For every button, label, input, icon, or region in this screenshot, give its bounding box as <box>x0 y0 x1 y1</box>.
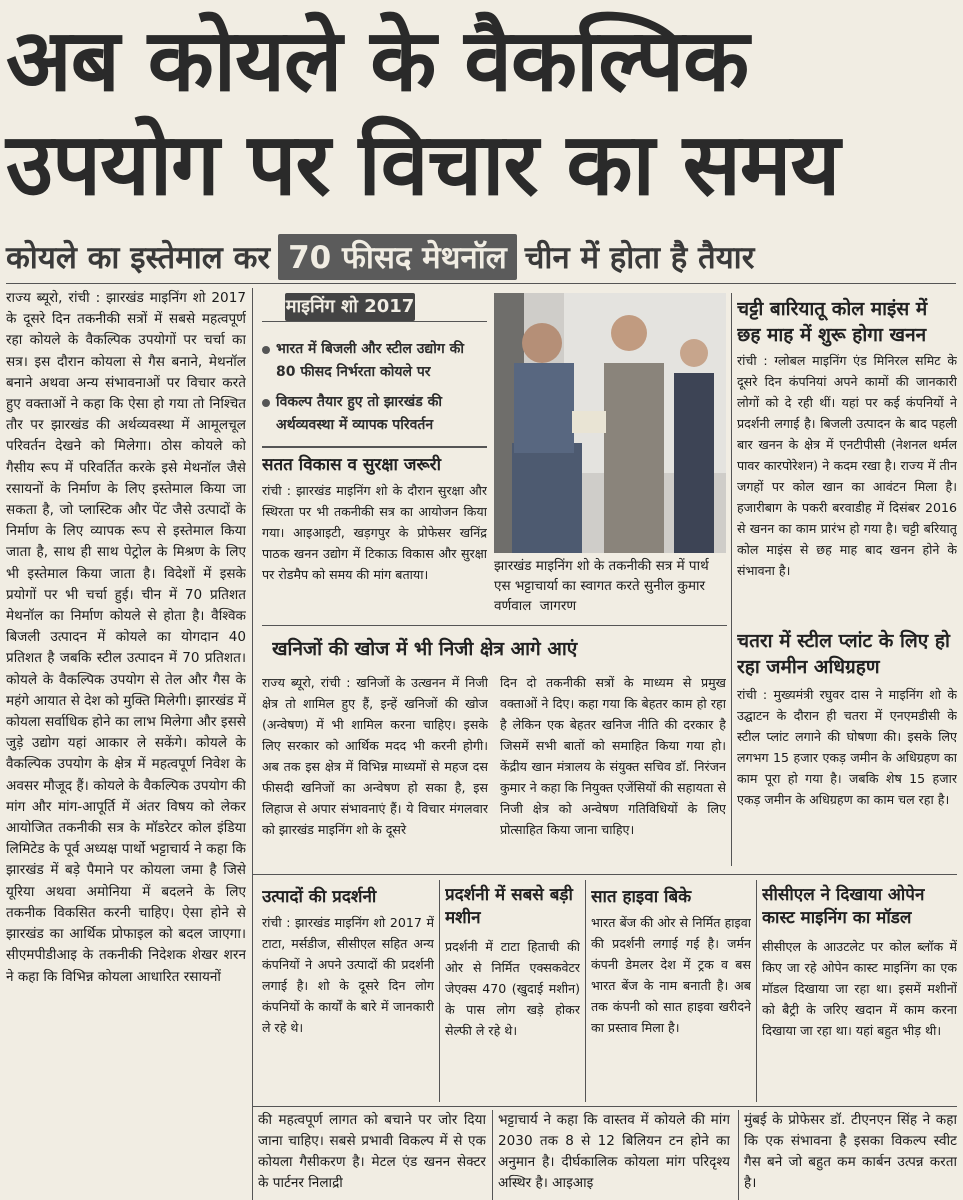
bottom-rule <box>252 1106 957 1107</box>
photo-caption <box>494 556 726 616</box>
tag-underline <box>262 321 487 322</box>
subhead-left: कोयले का इस्तेमाल कर <box>6 240 271 276</box>
chatti-heading: चट्टी बारियातू कोल माइंस में छह माह में शुरू होगा खनन <box>737 298 928 346</box>
bottom-column-1: की महत्वपूर्ण लागत को बचाने पर जोर दिया जाना चाहिए। सबसे प्रभावी विकल्प में से एक कोयला गैसीकरण है। मेटल एंड खनन सेक्टर के पार्टनर निलाद्री <box>258 1112 486 1191</box>
khanij-top-rule <box>262 625 727 626</box>
headline-line-2: उपयोग पर विचार का समय <box>6 115 840 215</box>
ccl-text: सीसीएल के आउटलेट पर कोल ब्लॉक में किए जा रहे ओपेन कास्ट माइनिंग का एक मॉडल दिखाया जा रहा था। इसमें मशीनों को बैट्री के जरिए खदान में काम करना दिखाया जा रहा था। यहां बहुत भीड़ थी। <box>762 939 957 1038</box>
satat-text: रांची : झारखंड माइनिंग शो के दौरान सुरक्षा और स्थिरता पर भी तकनीकी सत्र का आयोजन किया गया। आइआइटी, खड़गपुर के प्रोफेसर खनिंद्र पाठक खनन उद्योग में टिकाऊ विकास और सुरक्षा पर रोडमैप को समय की मांग बताया। <box>262 483 487 582</box>
right-column-divider <box>731 293 732 866</box>
key-points-box <box>262 338 487 444</box>
photo-illustration <box>494 293 726 553</box>
bottom-column-3: मुंबई के प्रोफेसर डॉ. टीएनएन सिंह ने कहा कि एक संभावना है इसका विकल्प स्वीट गैस बने जो बहुत कम कार्बन उत्पन्न करता है। <box>744 1112 957 1191</box>
box-divider-2 <box>585 880 586 1102</box>
bottom-divider-2 <box>738 1110 739 1200</box>
headline-line-1: अब कोयले के वैकल्पिक <box>6 11 749 111</box>
mining-show-tag: माइनिंग शो 2017 <box>285 293 415 321</box>
caption-credit: जागरण <box>539 598 577 614</box>
khanij-column-1: राज्य ब्यूरो, रांची : खनिजों के उत्खनन में निजी क्षेत्र तो शामिल हुए हैं, इन्हें खनिजों की खोज (अन्वेषण) में भी शामिल करना चाहिए। इसके लिए सरकार को आर्थिक मदद भी करनी होगी। अब तक इस क्षेत्र में विभिन्न माध्यमों से महज दस फीसदी खनिजों का अन्वेषण हो सका है, इस लिहाज से अपार संभावनाएं हैं। ये विचार मंगलवार को झारखंड माइनिंग शो के दूसरे <box>262 675 488 837</box>
boxes-top-rule <box>252 874 957 875</box>
haiwa-text: भारत बेंज की ओर से निर्मित हाइवा की प्रदर्शनी लगाई गई है। जर्मन कंपनी डेमलर देश में ट्रक व बस भारत बेंज के नाम बनाती है। अब तक कंपनी को सात हाइवा खरीदने का प्रस्ताव मिला है। <box>591 915 751 1035</box>
haiwa-heading: सात हाइवा बिके <box>591 887 692 907</box>
box-divider-3 <box>756 880 757 1102</box>
bottom-column-2: भट्टाचार्य ने कहा कि वास्तव में कोयले की मांग 2030 तक 8 से 12 बिलियन टन होने का अनुमान है। दीर्घकालिक कोयला मांग परिदृश्य अस्थिर है। आइआइ <box>498 1112 730 1191</box>
left-column-divider <box>252 288 253 906</box>
subhead-right: चीन में होता है तैयार <box>524 240 755 276</box>
bullet-icon <box>262 399 270 407</box>
key-point-text: विकल्प तैयार हुए तो झारखंड की अर्थव्यवस्था में व्यापक परिवर्तन <box>276 394 442 433</box>
key-points-bottom-rule <box>262 446 487 448</box>
utpad-text: रांची : झारखंड माइनिंग शो 2017 में टाटा, मर्सडीज, सीसीएल सहित अन्य कंपनियों ने अपने उत्पादों की प्रदर्शनी लगाई है। शो के दूसरे दिन लोग कंपनियों के कार्यों के बारे में जानकारी ले रहे थे। <box>262 915 434 1035</box>
badi-mashin-heading: प्रदर्शनी में सबसे बड़ी मशीन <box>445 885 573 928</box>
subhead-highlight: 70 फीसद मेथनॉल <box>278 234 517 280</box>
bottom-divider-1 <box>492 1110 493 1200</box>
ccl-heading: सीसीएल ने दिखाया ओपेन कास्ट माइनिंग का मॉडल <box>762 885 925 928</box>
caption-text: झारखंड माइनिंग शो के तकनीकी सत्र में पार्थ एस भट्टाचार्या का स्वागत करते सुनील कुमार वर्णवाल <box>494 558 709 614</box>
utpad-heading: उत्पादों की प्रदर्शनी <box>262 887 377 907</box>
key-point <box>262 391 487 437</box>
bullet-icon <box>262 346 270 354</box>
key-point <box>262 338 487 384</box>
badi-mashin-text: प्रदर्शनी में टाटा हिताची की ओर से निर्मित एक्सकवेटर जेएक्स 470 (खुदाई मशीन) के पास लोग खड़े होकर सेल्फी ले रहे थे। <box>445 939 580 1038</box>
key-point-text: भारत में बिजली और स्टील उद्योग की 80 फीसद निर्भरता कोयले पर <box>276 341 464 380</box>
chatti-text: रांची : ग्लोबल माइनिंग एंड मिनिरल समिट के दूसरे दिन कंपनियां अपने कामों की जानकारी लोगों को दे रही थीं। यहां पर कई कंपनियों ने प्रदर्शनी लगाई है। बिजली उत्पादन के बाद पहली बार खनन के क्षेत्र में एनटीपीसी (नेशनल थर्मल पावर कारपोरेशन) ने कदम रखा है। राज्य में तीन जगहों पर कोल खान का आवंटन मिला है। हजारीबाग के पकरी बरवाडीह में दिसंबर 2016 से खनन का काम प्रारंभ हो गया है। चट्टी बरियातू कोल माइंस से छह माह बाद खनन होने के संभावना है। <box>737 353 957 578</box>
khanij-heading: खनिजों की खोज में भी निजी क्षेत्र आगे आएं <box>272 638 578 660</box>
chatra-heading: चतरा में स्टील प्लांट के लिए हो रहा जमीन अधिग्रहण <box>737 630 950 678</box>
event-photo <box>494 293 726 553</box>
khanij-column-2: दिन दो तकनीकी सत्रों के माध्यम से प्रमुख वक्ताओं ने दिए। कहा गया कि बेहतर काम हो रहा है लेकिन एक बेहतर खनिज नीति की दरकार है जिसमें सभी बातों को समाहित किया गया हो। केंद्रीय खान मंत्रालय के संयुक्त सचिव डॉ. निरंजन कुमार ने कहा कि नियुक्त एजेंसियों की सहायता से निजी क्षेत्र को अन्वेषण गतिविधियों के लिए प्रोत्साहित किया जाना चाहिए। <box>500 675 726 837</box>
left-divider-lower <box>252 906 253 1200</box>
left-column-article: राज्य ब्यूरो, रांची : झारखंड माइनिंग शो 2017 के दूसरे दिन तकनीकी सत्रों में सबसे महत्वपूर्ण रहा कोयले के वैकल्पिक उपयोगों पर चर्चा का सत्र। इस दौरान कोयला से गैस बनाने, मेथनॉल बनाने अथवा अन्य संभावनाओं पर विचार करते हुए वक्ताओं ने कहा कि ऐसा हो गया तो निश्चित तौर पर झारखंड की अर्थव्यवस्था में आमूलचूल परिवर्तन देखने को मिलेगा। ठोस कोयले को गैसीय रूप में परिवर्तित करके इसे मेथनॉल जैसे रसायनों के निर्माण के लिए इस्तेमाल किया जा सकता है, जो प्लास्टिक और पेंट जैसे उत्पादों के निर्माण के लिए व्यापक रूप से इस्तेमाल किया जाता है, साथ ही साथ पेट्रोल के मिश्रण के लिए भी इस्तेमाल किया जाता है। विदेशों में इसके प्रयोगों पर भी चर्चा हुई। चीन में 70 प्रतिशत मेथनॉल का निर्माण कोयले से होता है। वैश्विक बिजली उत्पादन में कोयले का योगदान 40 प्रतिशत है जबकि स्टील उत्पादन में 70 प्रतिशत। कोयले के वैकल्पिक उपयोग से तेल और गैस के महंगे आयात से देश को मुक्ति मिलेगी। झारखंड में कोयला सर्वाधिक होने का लाभ मिलेगा और इससे जुड़े उद्योग यहां आकार ले सकेंगे। कोयले के वैकल्पिक उपयोग के क्षेत्र में महत्वपूर्ण निवेश के अवसर मौजूद हैं। कोयले के वैकल्पिक उपयोग की मांग और मांग-आपूर्ति में अंतर विषय को लेकर आयोजित तकनीकी सत्र के मॉडरेटर कोल इंडिया लिमिटेड के पूर्व अध्यक्ष पार्थो भट्टाचार्य ने कहा कि झारखंड में बड़े पैमाने पर कोयला जमा है जिसे यूरिया अथवा अमोनिया में बदलने के लिए तकनीक विकसित करनी चाहिए। ऐसा होने से झारखंड का आर्थिक प्रोफाइल को बदल जाएगा। सीएमपीडीआइ के तकनीकी निदेशक शेखर शरन ने कहा कि विभिन्न कोयला आधारित रसायनों <box>6 290 246 985</box>
subhead-divider <box>6 283 956 284</box>
subheadline <box>6 232 956 282</box>
chatra-text: रांची : मुख्यमंत्री रघुवर दास ने माइनिंग शो के उद्घाटन के दौरान ही चतरा में एनएमडीसी के स्टील प्लांट लगाने की घोषणा की। इसके लिए लगभग 15 हजार एकड़ जमीन के अधिग्रहण का काम पूरा हो गया है। जबकि शेष 15 हजार एकड़ जमीन के अधिग्रहण का काम चल रहा है। <box>737 687 957 807</box>
box-divider-1 <box>439 880 440 1102</box>
satat-heading: सतत विकास व सुरक्षा जरूरी <box>262 455 442 475</box>
